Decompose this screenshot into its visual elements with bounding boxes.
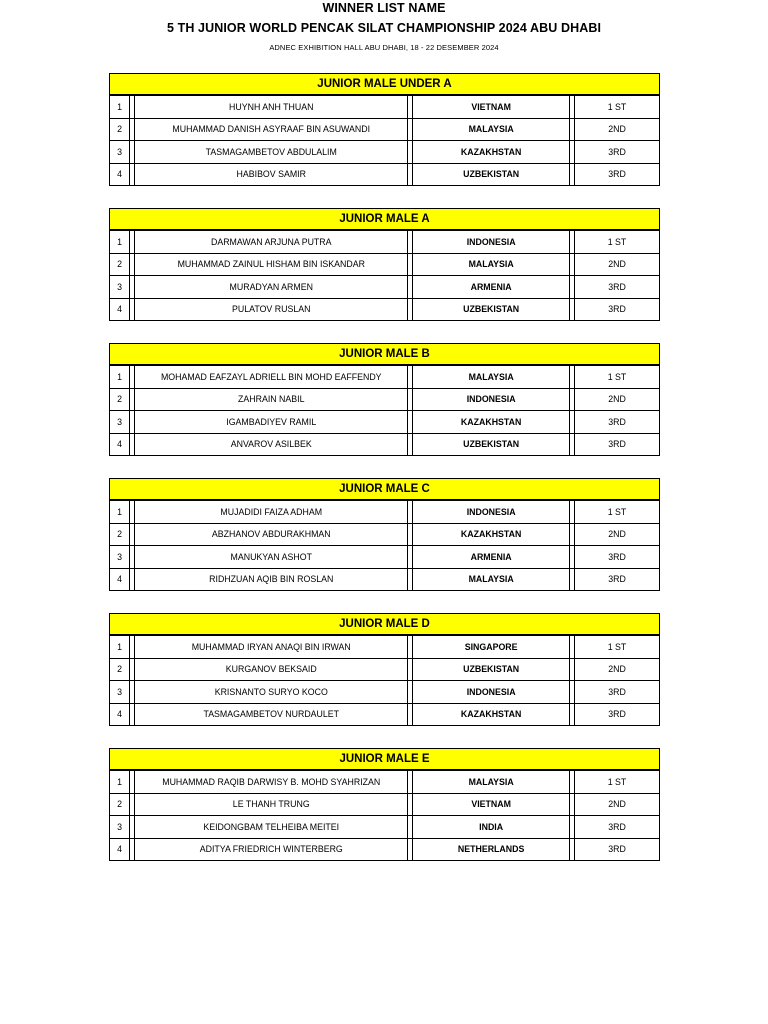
- table-row: [110, 141, 660, 164]
- country-name: INDONESIA: [413, 501, 570, 524]
- athlete-name: TASMAGAMBETOV NURDAULET: [135, 703, 408, 726]
- table-row: [110, 433, 660, 456]
- athlete-name: RIDHZUAN AQIB BIN ROSLAN: [135, 568, 408, 591]
- rank: 1 ST: [575, 96, 660, 119]
- country-name: KAZAKHSTAN: [413, 523, 570, 546]
- row-number: 4: [110, 703, 130, 726]
- country-name: ARMENIA: [413, 546, 570, 569]
- athlete-name: MOHAMAD EAFZAYL ADRIELL BIN MOHD EAFFENDY: [135, 366, 408, 389]
- table-row: [110, 388, 660, 411]
- country-name: KAZAKHSTAN: [413, 703, 570, 726]
- category-title: JUNIOR MALE C: [109, 478, 660, 500]
- country-name: INDONESIA: [413, 388, 570, 411]
- category-title: JUNIOR MALE B: [109, 343, 660, 365]
- country-name: INDONESIA: [413, 681, 570, 704]
- country-name: SINGAPORE: [413, 636, 570, 659]
- row-number: 4: [110, 433, 130, 456]
- category-title: JUNIOR MALE UNDER A: [109, 73, 660, 95]
- rank: 3RD: [575, 433, 660, 456]
- country-name: ARMENIA: [413, 276, 570, 299]
- rank: 2ND: [575, 253, 660, 276]
- row-number: 3: [110, 276, 130, 299]
- row-number: 3: [110, 141, 130, 164]
- country-name: MALAYSIA: [413, 118, 570, 141]
- rank: 1 ST: [575, 231, 660, 254]
- venue-dates: ADNEC EXHIBITION HALL ABU DHABI, 18 - 22 DESEMBER 2024: [269, 43, 499, 52]
- table-row: [110, 163, 660, 186]
- row-number: 1: [110, 636, 130, 659]
- table-row: [110, 816, 660, 839]
- rank: 1 ST: [575, 636, 660, 659]
- country-name: MALAYSIA: [413, 366, 570, 389]
- athlete-name: PULATOV RUSLAN: [135, 298, 408, 321]
- country-name: VIETNAM: [413, 793, 570, 816]
- athlete-name: KEIDONGBAM TELHEIBA MEITEI: [135, 816, 408, 839]
- athlete-name: ABZHANOV ABDURAKHMAN: [135, 523, 408, 546]
- row-number: 4: [110, 568, 130, 591]
- athlete-name: IGAMBADIYEV RAMIL: [135, 411, 408, 434]
- country-name: MALAYSIA: [413, 771, 570, 794]
- row-number: 3: [110, 681, 130, 704]
- athlete-name: DARMAWAN ARJUNA PUTRA: [135, 231, 408, 254]
- row-number: 1: [110, 771, 130, 794]
- category-block: [109, 73, 660, 186]
- table-row: [110, 253, 660, 276]
- category-block: [109, 208, 660, 321]
- table-row: [110, 298, 660, 321]
- country-name: NETHERLANDS: [413, 838, 570, 861]
- country-name: KAZAKHSTAN: [413, 411, 570, 434]
- country-name: MALAYSIA: [413, 568, 570, 591]
- row-number: 1: [110, 231, 130, 254]
- rank: 3RD: [575, 298, 660, 321]
- row-number: 4: [110, 298, 130, 321]
- rank: 3RD: [575, 681, 660, 704]
- table-row: [110, 771, 660, 794]
- row-number: 1: [110, 501, 130, 524]
- table-row: [110, 276, 660, 299]
- rank: 3RD: [575, 568, 660, 591]
- rank: 1 ST: [575, 771, 660, 794]
- row-number: 2: [110, 793, 130, 816]
- athlete-name: MUHAMMAD RAQIB DARWISY B. MOHD SYAHRIZAN: [135, 771, 408, 794]
- rank: 3RD: [575, 276, 660, 299]
- table-row: [110, 366, 660, 389]
- category-block: [109, 478, 660, 591]
- row-number: 2: [110, 388, 130, 411]
- table-row: [110, 568, 660, 591]
- row-number: 4: [110, 838, 130, 861]
- athlete-name: MANUKYAN ASHOT: [135, 546, 408, 569]
- category-title: JUNIOR MALE E: [109, 748, 660, 770]
- table-row: [110, 411, 660, 434]
- table-row: [110, 793, 660, 816]
- row-number: 1: [110, 96, 130, 119]
- winners-table: [109, 95, 660, 186]
- category-title: JUNIOR MALE A: [109, 208, 660, 230]
- table-row: [110, 501, 660, 524]
- table-row: [110, 703, 660, 726]
- rank: 2ND: [575, 523, 660, 546]
- athlete-name: ADITYA FRIEDRICH WINTERBERG: [135, 838, 408, 861]
- table-row: [110, 658, 660, 681]
- rank: 3RD: [575, 838, 660, 861]
- row-number: 3: [110, 546, 130, 569]
- winners-table: [109, 770, 660, 861]
- document-title: WINNER LIST NAME: [322, 1, 446, 15]
- rank: 1 ST: [575, 366, 660, 389]
- athlete-name: MUHAMMAD IRYAN ANAQI BIN IRWAN: [135, 636, 408, 659]
- category-block: [109, 613, 660, 726]
- rank: 3RD: [575, 546, 660, 569]
- rank: 2ND: [575, 388, 660, 411]
- athlete-name: LE THANH TRUNG: [135, 793, 408, 816]
- athlete-name: MUJADIDI FAIZA ADHAM: [135, 501, 408, 524]
- athlete-name: KURGANOV BEKSAID: [135, 658, 408, 681]
- country-name: UZBEKISTAN: [413, 163, 570, 186]
- athlete-name: ZAHRAIN NABIL: [135, 388, 408, 411]
- table-row: [110, 681, 660, 704]
- country-name: UZBEKISTAN: [413, 298, 570, 321]
- country-name: INDIA: [413, 816, 570, 839]
- row-number: 2: [110, 253, 130, 276]
- rank: 2ND: [575, 793, 660, 816]
- country-name: INDONESIA: [413, 231, 570, 254]
- winners-table: [109, 500, 660, 591]
- winners-table: [109, 635, 660, 726]
- row-number: 3: [110, 411, 130, 434]
- country-name: UZBEKISTAN: [413, 658, 570, 681]
- championship-title: 5 TH JUNIOR WORLD PENCAK SILAT CHAMPIONSHIP 2024 ABU DHABI: [166, 21, 602, 35]
- table-row: [110, 96, 660, 119]
- winners-table: [109, 230, 660, 321]
- table-row: [110, 231, 660, 254]
- athlete-name: MUHAMMAD ZAINUL HISHAM BIN ISKANDAR: [135, 253, 408, 276]
- country-name: MALAYSIA: [413, 253, 570, 276]
- winners-table: [109, 365, 660, 456]
- row-number: 3: [110, 816, 130, 839]
- row-number: 4: [110, 163, 130, 186]
- row-number: 2: [110, 523, 130, 546]
- athlete-name: TASMAGAMBETOV ABDULALIM: [135, 141, 408, 164]
- rank: 3RD: [575, 163, 660, 186]
- rank: 3RD: [575, 411, 660, 434]
- category-block: [109, 343, 660, 456]
- category-title: JUNIOR MALE D: [109, 613, 660, 635]
- athlete-name: HABIBOV SAMIR: [135, 163, 408, 186]
- athlete-name: ANVAROV ASILBEK: [135, 433, 408, 456]
- athlete-name: HUYNH ANH THUAN: [135, 96, 408, 119]
- rank: 2ND: [575, 658, 660, 681]
- athlete-name: MURADYAN ARMEN: [135, 276, 408, 299]
- country-name: KAZAKHSTAN: [413, 141, 570, 164]
- athlete-name: MUHAMMAD DANISH ASYRAAF BIN ASUWANDI: [135, 118, 408, 141]
- rank: 3RD: [575, 703, 660, 726]
- athlete-name: KRISNANTO SURYO KOCO: [135, 681, 408, 704]
- rank: 2ND: [575, 118, 660, 141]
- table-row: [110, 838, 660, 861]
- table-row: [110, 523, 660, 546]
- row-number: 1: [110, 366, 130, 389]
- rank: 3RD: [575, 141, 660, 164]
- table-row: [110, 546, 660, 569]
- rank: 1 ST: [575, 501, 660, 524]
- country-name: UZBEKISTAN: [413, 433, 570, 456]
- row-number: 2: [110, 658, 130, 681]
- rank: 3RD: [575, 816, 660, 839]
- category-block: [109, 748, 660, 861]
- table-row: [110, 636, 660, 659]
- table-row: [110, 118, 660, 141]
- row-number: 2: [110, 118, 130, 141]
- country-name: VIETNAM: [413, 96, 570, 119]
